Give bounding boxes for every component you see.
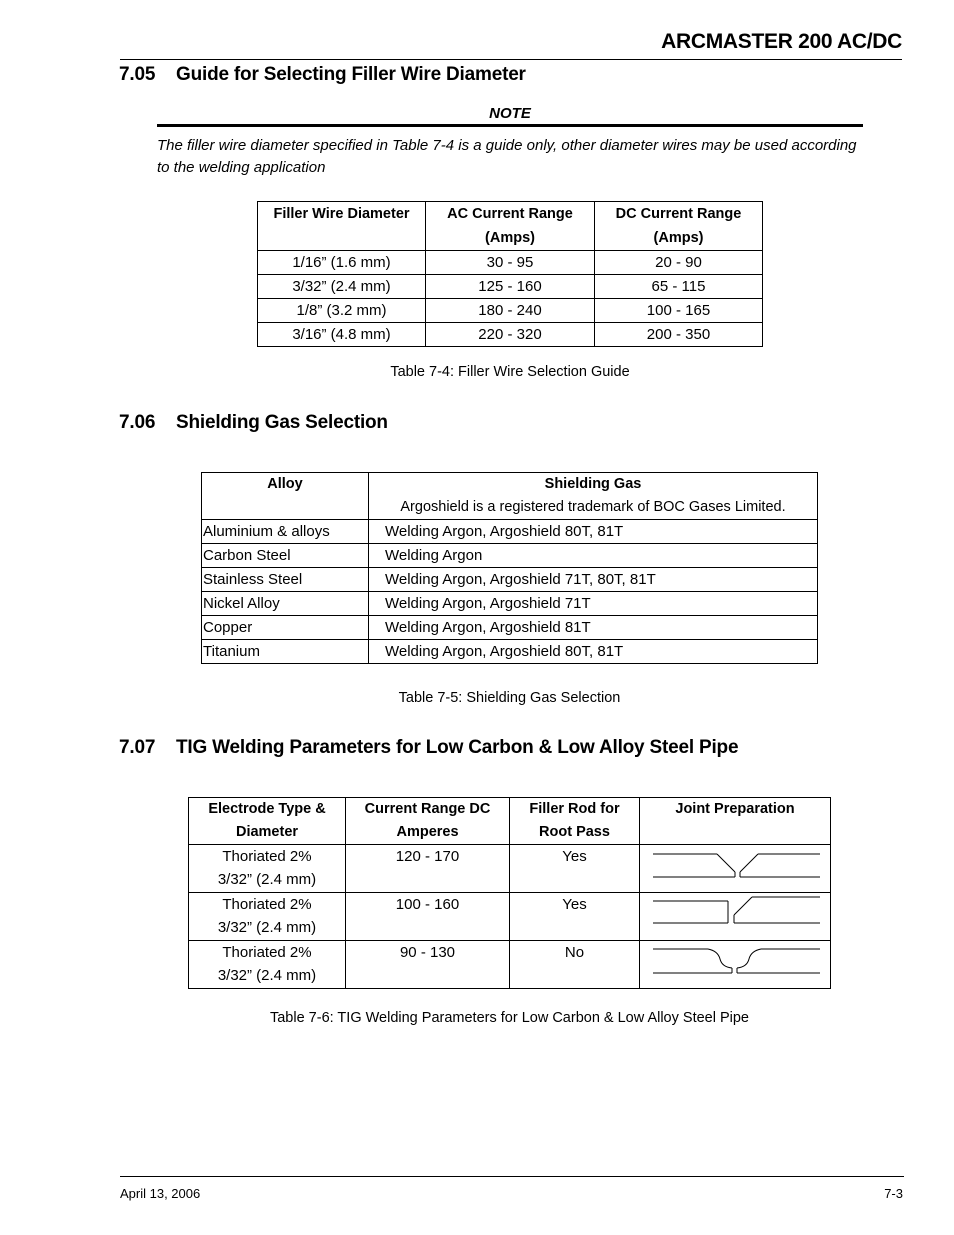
u-groove-joint-icon	[640, 941, 830, 981]
table-row	[202, 520, 818, 544]
table-cell: Nickel Alloy	[202, 592, 369, 616]
page-number: 7-3	[884, 1186, 903, 1201]
tig-parameters-table	[188, 797, 831, 989]
section-706-heading	[119, 412, 388, 434]
section-title: Shielding Gas Selection	[176, 412, 388, 433]
table-cell: 1/8” (3.2 mm)	[258, 299, 426, 323]
table-cell: 30 - 95	[426, 251, 595, 275]
table-header-cell	[595, 202, 763, 251]
table-cell: Welding Argon, Argoshield 80T, 81T	[369, 520, 818, 544]
header-line: Amperes	[396, 824, 459, 840]
header-line: Current Range DC	[364, 801, 491, 817]
table-header-cell	[258, 202, 426, 251]
header-rule	[120, 59, 902, 60]
header-line: AC Current Range	[447, 206, 573, 222]
table-cell: Copper	[202, 616, 369, 640]
header-line: Root Pass	[539, 824, 610, 840]
section-number: 7.05	[119, 64, 156, 85]
table-row	[202, 544, 818, 568]
table-cell: 125 - 160	[426, 275, 595, 299]
table-header-row	[258, 202, 763, 251]
footer-date: April 13, 2006	[120, 1186, 201, 1201]
header-line: Diameter	[235, 824, 299, 840]
table-cell: Welding Argon, Argoshield 81T	[369, 616, 818, 640]
table-row	[202, 592, 818, 616]
table-cell: 20 - 90	[595, 251, 763, 275]
table-header-row	[202, 473, 818, 520]
table-caption: Table 7-5: Shielding Gas Selection	[398, 690, 621, 706]
table-row	[258, 323, 763, 347]
table-cell: Yes	[510, 845, 640, 893]
electrode-diameter: 3/32” (2.4 mm)	[217, 919, 317, 936]
table-row	[258, 299, 763, 323]
table-row	[202, 616, 818, 640]
table-row	[202, 568, 818, 592]
electrode-diameter: 3/32” (2.4 mm)	[217, 871, 317, 888]
table-cell: Carbon Steel	[202, 544, 369, 568]
table-cell: No	[510, 941, 640, 989]
section-title: TIG Welding Parameters for Low Carbon & Low Alloy Steel Pipe	[176, 737, 739, 758]
table-cell: Yes	[510, 893, 640, 941]
header-line: (Amps)	[485, 230, 535, 246]
table-cell: Welding Argon, Argoshield 71T	[369, 592, 818, 616]
note-rule	[157, 124, 863, 127]
table-cell: Stainless Steel	[202, 568, 369, 592]
section-title: Guide for Selecting Filler Wire Diameter	[176, 64, 526, 85]
header-line: (Amps)	[653, 230, 704, 246]
table-cell: 3/16” (4.8 mm)	[258, 323, 426, 347]
table-cell	[189, 941, 346, 989]
v-groove-joint-icon	[640, 845, 830, 885]
table-caption: Table 7-6: TIG Welding Parameters for Low Carbon & Low Alloy Steel Pipe	[269, 1010, 749, 1026]
filler-wire-table	[257, 201, 763, 347]
table-cell: 3/32” (2.4 mm)	[258, 275, 426, 299]
table-row	[258, 275, 763, 299]
table-cell	[189, 845, 346, 893]
bevel-joint-icon	[640, 893, 830, 933]
header-line: Filler Wire Diameter	[273, 206, 410, 222]
table-cell	[640, 893, 831, 941]
table-cell: Welding Argon	[369, 544, 818, 568]
table-cell: Welding Argon, Argoshield 71T, 80T, 81T	[369, 568, 818, 592]
table-cell: 120 - 170	[346, 845, 510, 893]
table-row	[258, 251, 763, 275]
trademark-note: Argoshield is a registered trademark of BOC Gases Limited.	[400, 499, 786, 515]
table-row	[189, 845, 831, 893]
table-cell: 180 - 240	[426, 299, 595, 323]
table-cell: 100 - 165	[595, 299, 763, 323]
note-title: NOTE	[489, 105, 531, 122]
table-cell: 200 - 350	[595, 323, 763, 347]
table-header-cell	[426, 202, 595, 251]
electrode-type: Thoriated 2%	[222, 848, 312, 865]
document-header-title: ARCMASTER 200 AC/DC	[661, 30, 902, 53]
table-header-cell	[369, 473, 818, 520]
electrode-type: Thoriated 2%	[222, 896, 312, 913]
table-cell: 1/16” (1.6 mm)	[258, 251, 426, 275]
table-cell: 90 - 130	[346, 941, 510, 989]
header-line: Joint Preparation	[675, 801, 795, 817]
electrode-diameter: 3/32” (2.4 mm)	[217, 967, 317, 984]
table-header-cell: Alloy	[202, 473, 369, 520]
electrode-type: Thoriated 2%	[222, 944, 312, 961]
table-row	[189, 941, 831, 989]
header-line: Filler Rod for	[529, 801, 620, 817]
header-line: Shielding Gas	[544, 476, 642, 492]
table-cell: Titanium	[202, 640, 369, 664]
table-header-cell	[510, 798, 640, 845]
header-line: Electrode Type &	[208, 801, 326, 817]
section-number: 7.07	[119, 737, 156, 758]
table-header-cell	[189, 798, 346, 845]
shielding-gas-table	[201, 472, 818, 664]
table-header-cell	[640, 798, 831, 845]
footer-rule	[120, 1176, 904, 1177]
section-707-heading	[119, 737, 738, 759]
table-caption: Table 7-4: Filler Wire Selection Guide	[390, 364, 630, 380]
note-text: The filler wire diameter specified in Table 7-4 is a guide only, other diameter wires may be used according to the welding application	[157, 137, 857, 176]
table-cell: Aluminium & alloys	[202, 520, 369, 544]
table-row	[202, 640, 818, 664]
section-705-heading	[119, 64, 526, 86]
table-cell	[640, 845, 831, 893]
header-line: DC Current Range	[615, 206, 742, 222]
section-number: 7.06	[119, 412, 156, 433]
table-cell	[189, 893, 346, 941]
table-cell: 100 - 160	[346, 893, 510, 941]
table-header-row	[189, 798, 831, 845]
table-cell: Welding Argon, Argoshield 80T, 81T	[369, 640, 818, 664]
table-cell	[640, 941, 831, 989]
table-cell: 65 - 115	[595, 275, 763, 299]
table-cell: 220 - 320	[426, 323, 595, 347]
table-row	[189, 893, 831, 941]
table-header-cell	[346, 798, 510, 845]
